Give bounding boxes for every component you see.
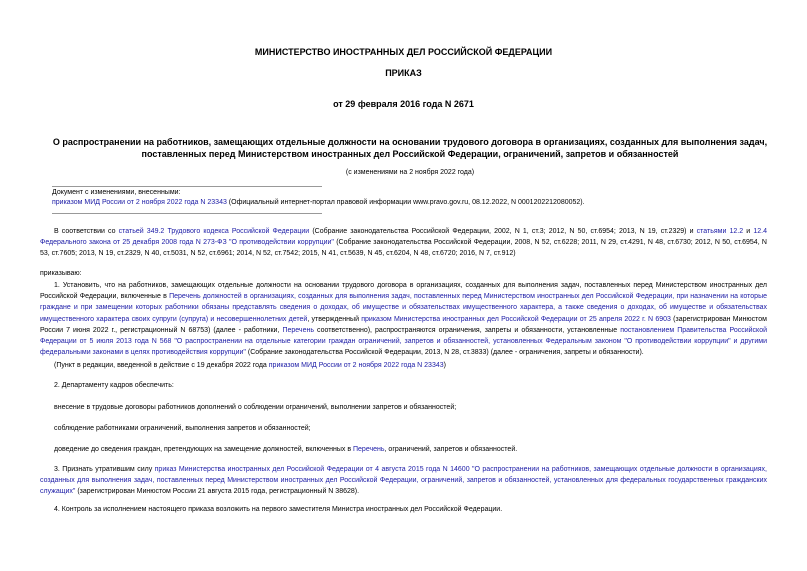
item1-text-5: (Собрание законодательства Российской Федерации, 2013, N 28, ст.3833) (далее - ограничения, запреты и обязанности). bbox=[245, 349, 644, 357]
item1-text-4: соответственно), распространяются ограничения, запреты и обязанности, установленные bbox=[313, 326, 621, 334]
item1-link-perechen[interactable]: Перечень bbox=[282, 326, 314, 334]
order-word: приказываю: bbox=[40, 270, 82, 277]
item1-text-3: (зарегистрирован Минюстом России 7 июня 2022 г., регистрационный N 68753) (далее - работники, bbox=[40, 315, 767, 334]
item2c-text-1: доведение до сведения граждан, претендующих на замещение должностей, включенных в bbox=[54, 446, 353, 453]
note-text-1: (Пункт в редакции, введенной в действие с 19 декабря 2022 года bbox=[54, 362, 269, 369]
divider-bottom bbox=[52, 213, 322, 214]
changes-tail: (Официальный интернет-портал правовой информации www.pravo.gov.ru, 08.12.2022, N 0001202212080052). bbox=[226, 199, 585, 206]
item-4-paragraph: 4. Контроль за исполнением настоящего приказа возложить на первого заместителя Министра иностранных дел Российской Федерации. bbox=[54, 506, 503, 513]
preamble-paragraph bbox=[40, 226, 767, 260]
item-2-b: соблюдение работниками ограничений, выполнения запретов и обязанностей; bbox=[54, 425, 311, 432]
note-text-2: ) bbox=[443, 362, 446, 369]
preamble-link-article-12-2[interactable]: статьями 12.2 bbox=[696, 228, 744, 235]
date-number-heading: от 29 февраля 2016 года N 2671 bbox=[333, 99, 474, 109]
doc-type-heading: ПРИКАЗ bbox=[385, 68, 422, 78]
preamble-text-2: (Собрание законодательства Российской Федерации, 2002, N 1, ст.3; 2012, N 50, ст.6954; 2013, N 19, ст.2329) и bbox=[309, 228, 697, 235]
item1-link-order-6903[interactable]: приказом Министерства иностранных дел Российской Федерации от 25 апреля 2022 г. N 6903 bbox=[361, 315, 671, 323]
item-1-note bbox=[40, 360, 767, 371]
preamble-text-3: и bbox=[743, 228, 754, 235]
item-3-paragraph bbox=[40, 464, 767, 498]
item2c-text-2: , ограничений, запретов и обязанностей. bbox=[384, 446, 518, 453]
item1-link-positions-list[interactable]: Перечень должностей в организациях, созданных для выполнения задач, поставленных перед Министерством иностранных дел Российской Федерации, при назначении на которые граждане и при замещении которых работники обязаны представлять сведения о доходах, об имуществе и обязательствах имущественного характера, а также сведения о доходах, об имуществе и обязательствах имущественного характера своих супруги (супруга) и несовершеннолетних детей bbox=[40, 293, 767, 323]
item-2-a: внесение в трудовые договоры работников дополнений о соблюдении ограничений, выполнении запретов и обязанностей; bbox=[54, 404, 457, 411]
preamble-link-anticorruption-law[interactable]: 12.4 Федерального закона от 25 декабря 2008 года N 273-ФЗ "О противодействии коррупции" bbox=[40, 228, 767, 247]
note-link-order-23343[interactable]: приказом МИД России от 2 ноября 2022 года N 23343 bbox=[268, 362, 444, 369]
item1-text-1: 1. Установить, что на работников, замещающих отдельные должности на основании трудового договора в организациях, созданных для выполнения задач, поставленных перед Министерством иностранных дел Российской Федерации, включенные в bbox=[40, 282, 767, 301]
document-title: О распространении на работников, замещающих отдельные должности на основании трудового договора в организациях, созданных для выполнения задач, поставленных перед Министерством иностранных дел Российской Федерации, ограничений, запретов и обязанностей bbox=[52, 137, 768, 159]
preamble-link-labor-code[interactable]: статьей 349.2 Трудового кодекса Российской Федерации bbox=[118, 228, 310, 235]
ministry-heading: МИНИСТЕРСТВО ИНОСТРАННЫХ ДЕЛ РОССИЙСКОЙ ФЕДЕРАЦИИ bbox=[254, 47, 553, 57]
document-subtitle: (с изменениями на 2 ноября 2022 года) bbox=[345, 169, 475, 176]
divider-top bbox=[52, 186, 322, 187]
item-1-paragraph bbox=[40, 280, 767, 358]
changes-block bbox=[52, 188, 767, 208]
item1-text-2: , утвержденный bbox=[307, 315, 362, 323]
preamble-text-4: (Собрание законодательства Российской Федерации, 2008, N 52, ст.6228; 2011, N 29, ст.4291, N 48, ст.6730; 2012, N 50, ст.6954, N 53, ст.7605; 2013, N 19, ст.2329, N 40, ст.5031, N 52, ст.6961; 2014, N 52, ст.7542; 2015, N 41, ст.5639, N 45, ст.6204, N 48, ст.6720; 2016, N 7, ст.912) bbox=[40, 239, 767, 258]
changes-line bbox=[52, 198, 767, 208]
item-2-c bbox=[40, 444, 767, 455]
item1-link-resolution-568[interactable]: постановлением Правительства Российской Федерации от 5 июля 2013 года N 568 "О распространении на отдельные категории граждан ограничений, запретов и обязанностей, установленных Федеральным законом "О противодействии коррупции" и другими федеральными законами в целях противодействия коррупции" bbox=[40, 326, 767, 357]
item-2-heading: 2. Департаменту кадров обеспечить: bbox=[54, 382, 174, 389]
item2c-link-perechen[interactable]: Перечень bbox=[353, 446, 385, 453]
item3-text-2: (зарегистрирован Минюстом России 21 августа 2015 года, регистрационный N 38628). bbox=[75, 488, 360, 496]
changes-link[interactable]: приказом МИД России от 2 ноября 2022 года N 23343 bbox=[52, 199, 227, 206]
item3-text-1: 3. Признать утратившим силу bbox=[54, 466, 155, 473]
item3-link-order-14600[interactable]: приказ Министерства иностранных дел Российской Федерации от 4 августа 2015 года N 14600 "О распространении на работников, замещающих отдельные должности в организациях, созданных для выполнения задач, поставленных перед Министерством иностранных дел Российской Федерации, ограничений, запретов и обязанностей, установленных для федеральных государственных гражданских служащих" bbox=[40, 466, 767, 496]
changes-label: Документ с изменениями, внесенными: bbox=[52, 189, 181, 196]
preamble-text-1: В соответствии со bbox=[54, 228, 119, 235]
